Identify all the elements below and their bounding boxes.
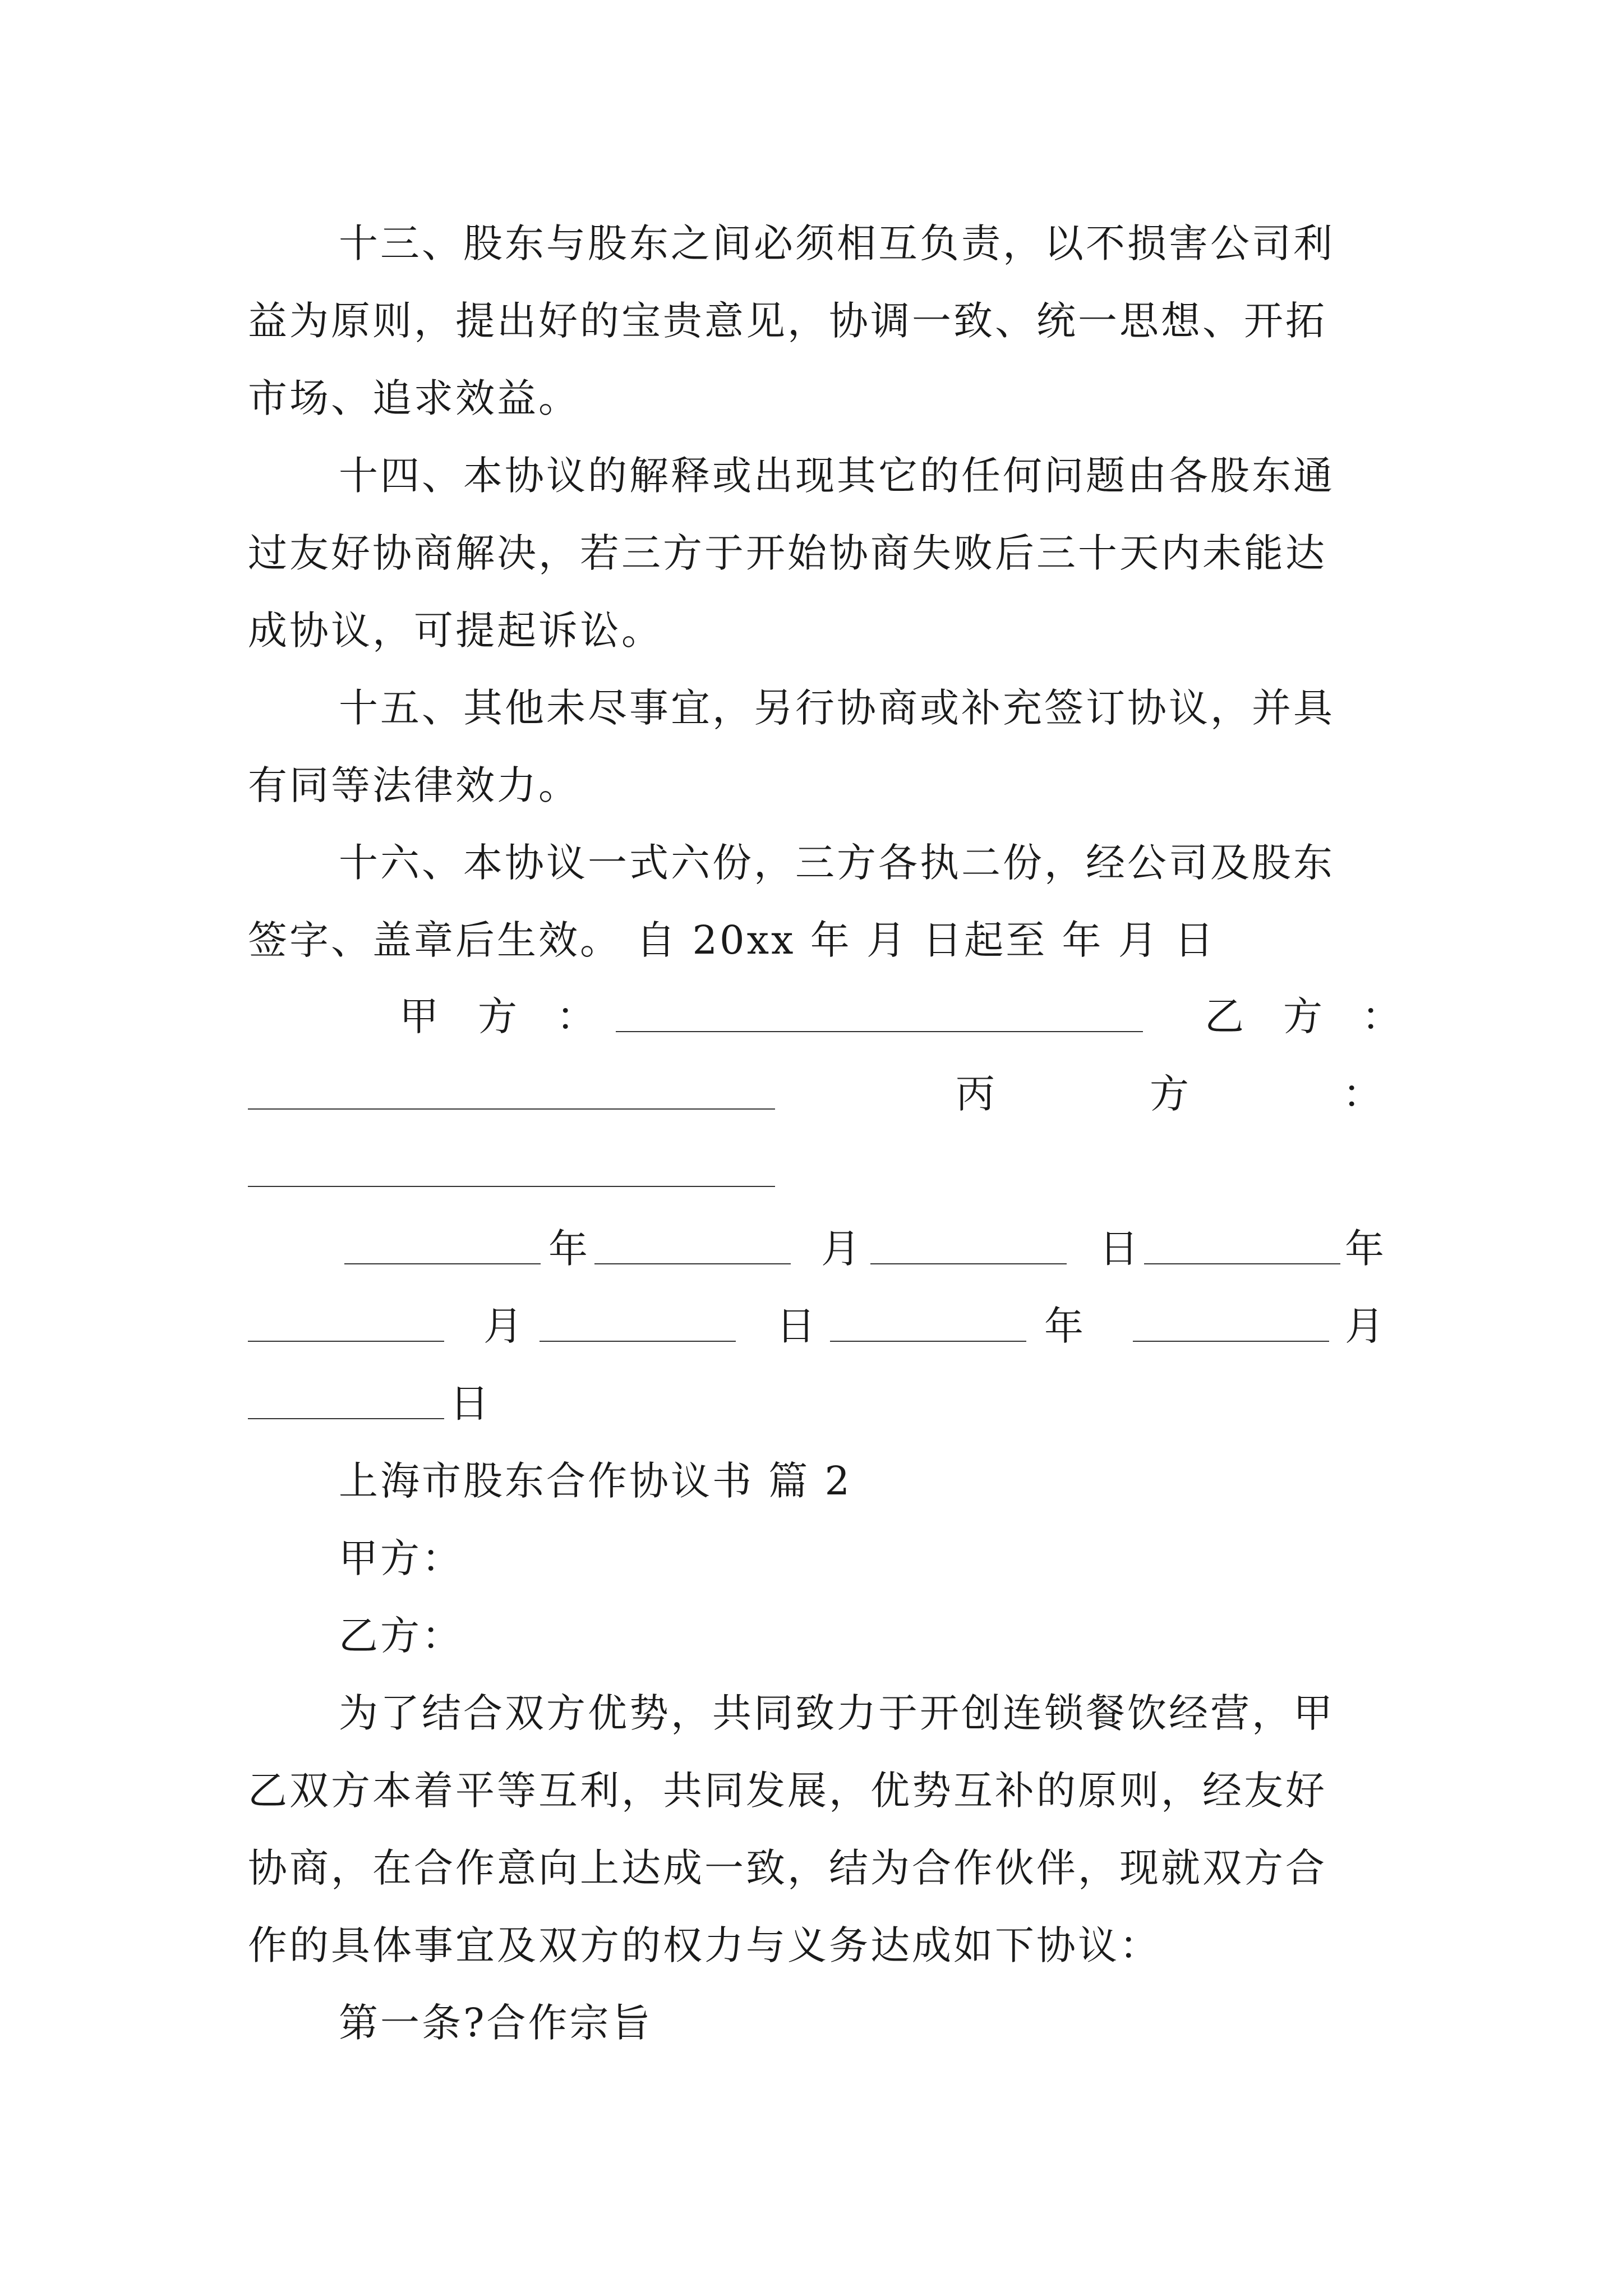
date-c-day-label: 日 xyxy=(450,1381,489,1427)
section-2-intro-line-2: 乙双方本着平等互利，共同发展，优势互补的原则，经友好 xyxy=(248,1768,1327,1814)
date-b-day-blank xyxy=(540,1341,736,1342)
date-c-day-blank xyxy=(248,1418,444,1419)
date-b-month-label: 月 xyxy=(483,1303,523,1349)
section-2-title: 上海市股东合作协议书 篇 2 xyxy=(339,1458,852,1504)
paragraph-13-line-2: 益为原则，提出好的宝贵意见，协调一致、统一思想、开拓 xyxy=(248,298,1327,344)
party-c-label-2: 方 xyxy=(1150,1071,1189,1117)
paragraph-14-line-1: 十四、本协议的解释或出现其它的任何问题由各股东通 xyxy=(339,453,1335,499)
date-b-year-blank xyxy=(1144,1263,1340,1264)
paragraph-16-line-2: 签字、盖章后生效。 自 20xx 年 月 日起至 年 月 日 xyxy=(248,917,1216,963)
section-2-party-a: 甲方： xyxy=(339,1535,463,1581)
paragraph-13-line-3: 市场、追求效益。 xyxy=(248,375,580,421)
date-a-year-label: 年 xyxy=(548,1226,588,1272)
date-b-year-label: 年 xyxy=(1345,1226,1384,1272)
party-c-signature-line xyxy=(248,1186,775,1187)
date-b-day-label: 日 xyxy=(776,1303,815,1349)
party-b-label: 乙 方 ： xyxy=(1205,993,1401,1039)
party-a-label: 甲 方 ： xyxy=(399,993,596,1039)
date-a-month-label: 月 xyxy=(821,1226,860,1272)
party-a-signature-line xyxy=(616,1031,1143,1032)
paragraph-15-line-1: 十五、其他未尽事宜，另行协商或补充签订协议，并具 xyxy=(339,685,1335,731)
paragraph-14-line-3: 成协议，可提起诉讼。 xyxy=(248,608,663,654)
date-c-year-label: 年 xyxy=(1044,1303,1083,1349)
section-2-intro-line-3: 协商，在合作意向上达成一致，结为合作伙伴，现就双方合 xyxy=(248,1845,1327,1891)
date-b-month-blank xyxy=(248,1341,444,1342)
paragraph-16-line-1: 十六、本协议一式六份，三方各执二份，经公司及股东 xyxy=(339,840,1335,886)
section-2-party-b: 乙方： xyxy=(339,1613,463,1659)
date-c-month-blank xyxy=(1133,1341,1329,1342)
paragraph-15-line-2: 有同等法律效力。 xyxy=(248,762,580,808)
date-c-year-blank xyxy=(830,1341,1026,1342)
section-2-article-1-heading: 第一条?合作宗旨 xyxy=(339,2000,653,2046)
section-2-intro-line-4: 作的具体事宜及双方的权力与义务达成如下协议： xyxy=(248,1922,1161,1968)
paragraph-13-line-1: 十三、股东与股东之间必须相互负责，以不损害公司利 xyxy=(339,220,1335,266)
date-c-month-label: 月 xyxy=(1345,1303,1384,1349)
date-a-day-blank xyxy=(870,1263,1067,1264)
party-c-label-1: 丙 xyxy=(956,1071,995,1117)
date-a-day-label: 日 xyxy=(1099,1226,1138,1272)
party-c-colon: ： xyxy=(1343,1071,1382,1117)
paragraph-14-line-2: 过友好协商解决，若三方于开始协商失败后三十天内未能达 xyxy=(248,530,1327,576)
section-2-intro-line-1: 为了结合双方优势，共同致力于开创连锁餐饮经营，甲 xyxy=(339,1690,1335,1736)
date-a-year-blank xyxy=(344,1263,541,1264)
date-a-month-blank xyxy=(594,1263,791,1264)
party-b-signature-line xyxy=(248,1108,775,1110)
